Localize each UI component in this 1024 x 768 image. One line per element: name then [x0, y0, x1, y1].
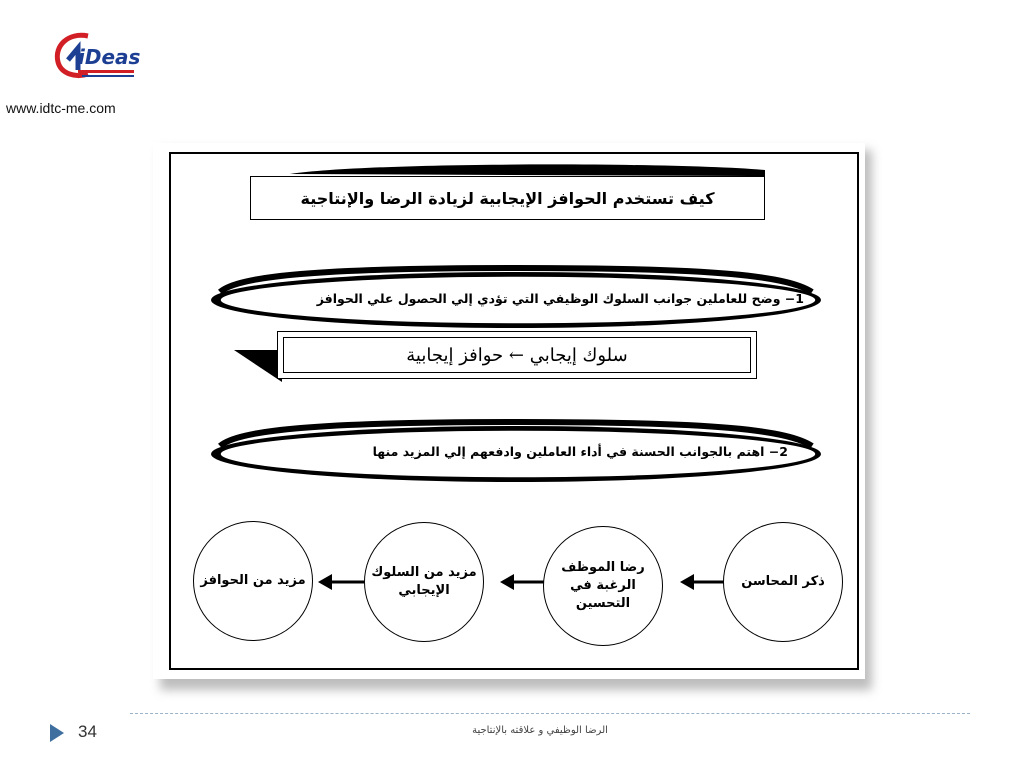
logo-wordmark: iDeas [78, 45, 140, 69]
arrow-left-icon [318, 572, 364, 592]
cycle-step-4: مزيد من الحوافز [193, 521, 313, 641]
footer-title: الرضا الوظيفي و علاقته بالإنتاجية [472, 725, 608, 736]
cycle-step-2: رضا الموظف الرغبة في التحسين [543, 526, 663, 646]
point1-text: 1− وضح للعاملين جوانب السلوك الوظيفي التي تؤدي إلي الحصول علي الحوافز [316, 291, 804, 306]
slide-title: كيف تستخدم الحوافز الإيجابية لزيادة الرضا والإنتاجية [250, 176, 765, 220]
arrow-left-icon [680, 572, 724, 592]
site-url[interactable]: www.idtc-me.com [6, 100, 116, 116]
company-logo [48, 30, 140, 88]
cycle-step-3: مزيد من السلوك الإيجابي [364, 522, 484, 642]
footer-divider [130, 713, 970, 714]
page-number: 34 [78, 722, 97, 741]
motivation-formula: سلوك إيجابي ← حوافز إيجابية [283, 337, 751, 373]
arrow-left-icon [500, 572, 544, 592]
cycle-step-1: ذكر المحاسن [723, 522, 843, 642]
point2-text: 2− اهتم بالجوانب الحسنة في أداء العاملين وادفعهم إلي المزيد منها [372, 444, 788, 459]
play-icon [50, 724, 64, 742]
